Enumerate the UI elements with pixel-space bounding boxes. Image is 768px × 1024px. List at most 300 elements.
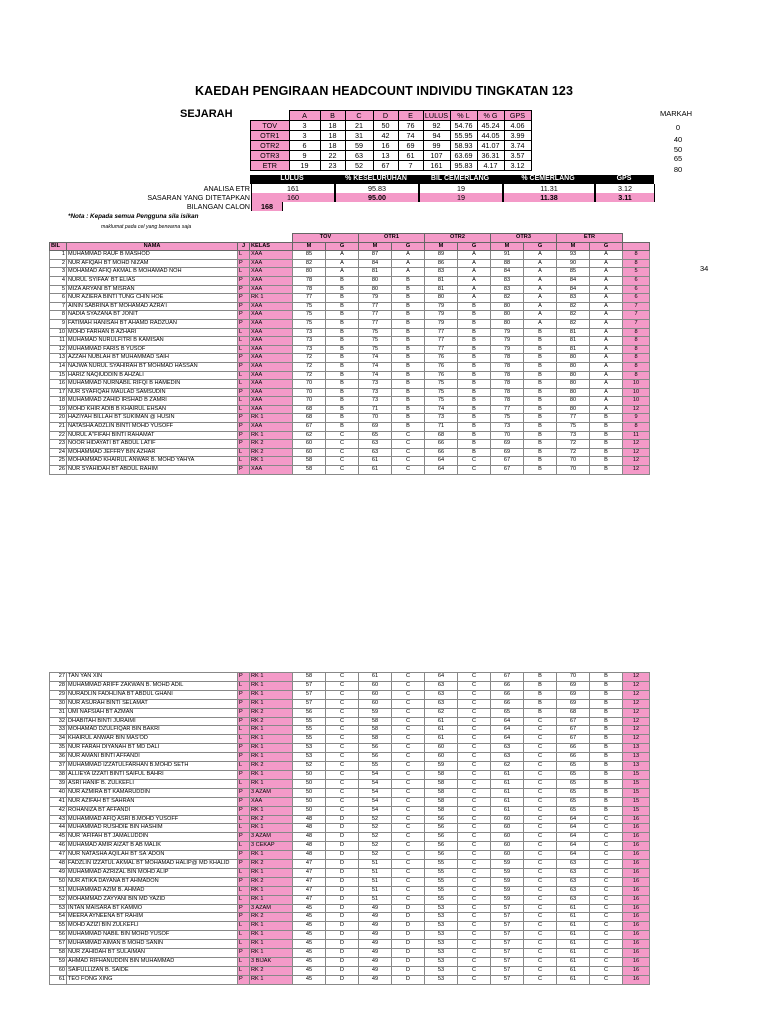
table-cell: 45	[293, 940, 326, 949]
table-cell: 54	[359, 770, 392, 779]
table-cell: 56	[425, 815, 458, 824]
table-cell: 70	[557, 466, 590, 475]
table-cell: D	[326, 833, 359, 842]
table-cell: B	[590, 788, 623, 797]
summary-cell: 95.83	[450, 161, 477, 171]
student-name: ALLIEYA IZZATI BINTI SAIFUL BAHRI	[67, 770, 238, 779]
table-cell: 57	[491, 958, 524, 967]
table-cell: 51	[359, 886, 392, 895]
student-name: MUHAMMAD ZAHID IRSHAD B ZAMRI	[67, 397, 238, 406]
table-cell: 50	[50, 877, 67, 886]
table-cell: 64	[557, 842, 590, 851]
table-row	[50, 448, 650, 457]
table-cell: P	[238, 975, 250, 984]
table-cell: 23	[50, 440, 67, 449]
table-cell: 12	[623, 405, 650, 414]
summary-cell: 58.93	[450, 141, 477, 151]
table-cell: C	[458, 717, 491, 726]
table-cell: RK 1	[250, 824, 293, 833]
table-cell: 84	[359, 259, 392, 268]
table-cell: P	[238, 311, 250, 320]
table-cell: B	[524, 397, 557, 406]
table-cell: C	[524, 726, 557, 735]
table-cell: XAA	[250, 380, 293, 389]
summary-cell: 107	[423, 151, 450, 161]
table-row	[50, 414, 650, 423]
table-cell: P	[238, 388, 250, 397]
table-cell: D	[326, 842, 359, 851]
table-cell: C	[458, 922, 491, 931]
table-cell: D	[326, 860, 359, 869]
table-row	[50, 362, 650, 371]
summary-header-cell: C	[345, 111, 373, 121]
table-cell: 64	[491, 717, 524, 726]
table-cell: B	[392, 276, 425, 285]
student-name: MOHD KHIR ADIB B KHAIRUL EHSAN	[67, 405, 238, 414]
student-name: FADZLIN IZZATUL AKMAL BT MOHAMAD HALIP@ MD KHALID	[67, 860, 238, 869]
summary-header-cell: D	[373, 111, 398, 121]
table-cell: P	[238, 354, 250, 363]
table-cell: 12	[623, 457, 650, 466]
table-cell: 59	[425, 762, 458, 771]
student-name: NURUL A''FIFAH BINTI RAHAMAT	[67, 431, 238, 440]
table-cell: 27	[50, 673, 67, 682]
side-value: 34	[700, 264, 709, 273]
table-cell: P	[238, 259, 250, 268]
student-name: ASRI HANIF B. ZULKEFLI	[67, 779, 238, 788]
table-cell: 45	[293, 975, 326, 984]
table-cell: 66	[491, 681, 524, 690]
table-cell: 71	[359, 405, 392, 414]
table-cell: B	[524, 337, 557, 346]
summary-cell: 3.12	[504, 161, 531, 171]
stats-cell: 3.11	[595, 193, 655, 202]
table-cell: C	[326, 431, 359, 440]
table-cell: C	[524, 895, 557, 904]
table-cell: 57	[491, 922, 524, 931]
table-cell: RK 1	[250, 673, 293, 682]
table-cell: 77	[425, 337, 458, 346]
table-cell: 12	[50, 345, 67, 354]
table-cell: P	[238, 904, 250, 913]
table-cell: P	[238, 860, 250, 869]
table-cell: RK 1	[250, 431, 293, 440]
table-cell: 70	[293, 380, 326, 389]
table-cell: B	[326, 354, 359, 363]
table-cell: 61	[491, 779, 524, 788]
table-cell: 61	[425, 735, 458, 744]
summary-cell: 161	[423, 161, 450, 171]
table-cell: 50	[293, 797, 326, 806]
table-cell: 54	[50, 913, 67, 922]
table-cell: C	[326, 735, 359, 744]
table-cell: A	[590, 371, 623, 380]
table-cell: 8	[623, 328, 650, 337]
table-cell: C	[392, 868, 425, 877]
table-cell: XAA	[250, 354, 293, 363]
summary-cell: 55.95	[450, 131, 477, 141]
table-row	[50, 931, 650, 940]
student-name: AININ SABRINA BT MOHAMAD AZRA'I	[67, 302, 238, 311]
table-cell: 49	[359, 931, 392, 940]
student-table-bottom	[49, 672, 650, 985]
table-cell: 61	[491, 770, 524, 779]
table-cell: D	[392, 913, 425, 922]
table-cell: XAA	[250, 285, 293, 294]
table-cell: 49	[359, 958, 392, 967]
table-cell: 81	[425, 285, 458, 294]
table-cell: 75	[359, 328, 392, 337]
table-cell: 47	[50, 851, 67, 860]
markah-label: MARKAH	[660, 109, 693, 118]
table-cell: 8	[623, 337, 650, 346]
header-spacer	[50, 234, 293, 243]
markah-value: 65	[673, 154, 683, 163]
table-cell: C	[458, 744, 491, 753]
table-cell: 60	[425, 744, 458, 753]
table-row	[50, 966, 650, 975]
table-cell: 46	[50, 842, 67, 851]
table-cell: 83	[557, 294, 590, 303]
table-cell: RK 2	[250, 717, 293, 726]
table-cell: 72	[557, 440, 590, 449]
table-cell: 8	[623, 345, 650, 354]
summary-cell: 18	[320, 121, 345, 131]
table-cell: 56	[50, 931, 67, 940]
table-cell: 54	[359, 797, 392, 806]
student-name: MOHD FARHAN B AZHARI	[67, 328, 238, 337]
table-cell: RK 2	[250, 708, 293, 717]
table-row	[50, 466, 650, 475]
table-cell: C	[590, 824, 623, 833]
table-cell: B	[524, 466, 557, 475]
table-cell: 57	[293, 690, 326, 699]
table-cell: P	[238, 744, 250, 753]
table-cell: C	[392, 860, 425, 869]
table-cell: 81	[557, 337, 590, 346]
stats-cell: 11.31	[503, 184, 595, 193]
table-cell: 53	[293, 753, 326, 762]
table-cell: 62	[293, 431, 326, 440]
table-cell: 80	[557, 362, 590, 371]
table-cell: 50	[293, 806, 326, 815]
markah-value: 0	[675, 123, 681, 132]
table-cell: 66	[557, 744, 590, 753]
table-cell: C	[524, 806, 557, 815]
table-cell: P	[238, 294, 250, 303]
student-name: MOHAMAD DZULFIQAR BIN BAKRI	[67, 726, 238, 735]
summary-cell: 59	[345, 141, 373, 151]
table-cell: 45	[293, 958, 326, 967]
table-cell: 6	[50, 294, 67, 303]
table-cell: B	[590, 806, 623, 815]
student-name: MUHAMMAD AFIQ ASRI B.MOHD YUSOFF	[67, 815, 238, 824]
table-cell: B	[590, 735, 623, 744]
table-cell: B	[524, 362, 557, 371]
table-cell: B	[458, 319, 491, 328]
table-cell: P	[238, 753, 250, 762]
table-cell: A	[326, 251, 359, 260]
table-cell: 60	[491, 842, 524, 851]
table-cell: 82	[293, 259, 326, 268]
table-cell: B	[590, 753, 623, 762]
table-cell: 65	[557, 762, 590, 771]
table-cell: 61	[557, 922, 590, 931]
table-cell: 55	[293, 735, 326, 744]
table-cell: RK 2	[250, 762, 293, 771]
table-cell: 68	[293, 405, 326, 414]
table-cell: C	[326, 466, 359, 475]
table-cell: 61	[557, 949, 590, 958]
table-cell: 67	[557, 726, 590, 735]
student-name: MUHAMMAD ARIFF ZAKWAN B. MOHD ADIL	[67, 681, 238, 690]
table-cell: 80	[557, 405, 590, 414]
table-cell: A	[458, 276, 491, 285]
table-cell: A	[590, 362, 623, 371]
table-cell: C	[392, 726, 425, 735]
table-cell: 64	[491, 735, 524, 744]
table-cell: C	[590, 975, 623, 984]
table-cell: 75	[359, 337, 392, 346]
column-header: M	[359, 242, 392, 251]
table-cell: B	[590, 414, 623, 423]
table-cell: C	[590, 815, 623, 824]
student-name: UMI NAFSIAH BT AZMAN	[67, 708, 238, 717]
table-cell: D	[326, 940, 359, 949]
table-cell: 61	[491, 806, 524, 815]
table-cell: C	[524, 842, 557, 851]
table-row	[50, 886, 650, 895]
table-cell: B	[590, 440, 623, 449]
table-cell: 8	[623, 354, 650, 363]
table-cell: XAA	[250, 268, 293, 277]
table-cell: A	[524, 294, 557, 303]
table-cell: C	[524, 886, 557, 895]
table-cell: 49	[359, 922, 392, 931]
table-cell: C	[326, 457, 359, 466]
table-cell: C	[458, 770, 491, 779]
table-row	[50, 457, 650, 466]
table-cell: L	[238, 824, 250, 833]
student-name: NUR SYAHIDAH BT ABDUL RAHIM	[67, 466, 238, 475]
table-cell: L	[238, 405, 250, 414]
table-cell: B	[392, 328, 425, 337]
table-cell: C	[524, 904, 557, 913]
table-cell: 79	[425, 302, 458, 311]
table-cell: RK 1	[250, 779, 293, 788]
table-cell: 52	[359, 851, 392, 860]
markah-value: 50	[673, 145, 683, 154]
table-cell: C	[326, 788, 359, 797]
summary-cell: 3.74	[504, 141, 531, 151]
table-cell: 58	[425, 797, 458, 806]
table-cell: 65	[557, 806, 590, 815]
table-cell: C	[458, 913, 491, 922]
table-cell: XAA	[250, 345, 293, 354]
table-row	[50, 440, 650, 449]
table-cell: XAA	[250, 251, 293, 260]
table-cell: 16	[50, 380, 67, 389]
table-row	[50, 311, 650, 320]
table-cell: B	[524, 371, 557, 380]
table-cell: A	[392, 268, 425, 277]
table-cell: 15	[50, 371, 67, 380]
table-cell: 65	[557, 779, 590, 788]
table-cell: C	[392, 842, 425, 851]
table-cell: P	[238, 770, 250, 779]
table-row	[50, 824, 650, 833]
table-cell: C	[326, 762, 359, 771]
table-cell: D	[326, 966, 359, 975]
table-cell: 57	[491, 966, 524, 975]
table-cell: B	[590, 708, 623, 717]
table-cell: A	[326, 268, 359, 277]
table-cell: 48	[293, 815, 326, 824]
table-cell: 53	[425, 966, 458, 975]
table-cell: XAA	[250, 302, 293, 311]
table-cell: B	[392, 345, 425, 354]
table-cell: A	[590, 285, 623, 294]
table-cell: B	[590, 699, 623, 708]
table-cell: D	[326, 949, 359, 958]
table-cell: B	[524, 414, 557, 423]
table-cell: 77	[293, 294, 326, 303]
table-cell: C	[458, 851, 491, 860]
table-cell: 61	[491, 788, 524, 797]
table-cell: A	[524, 302, 557, 311]
column-header: G	[590, 242, 623, 251]
table-cell: D	[326, 868, 359, 877]
table-cell: 61	[557, 904, 590, 913]
summary-cell: 36.31	[477, 151, 504, 161]
table-cell: L	[238, 762, 250, 771]
table-cell: B	[458, 354, 491, 363]
table-cell: C	[392, 895, 425, 904]
table-cell: C	[590, 860, 623, 869]
table-cell: L	[238, 735, 250, 744]
table-cell: 69	[491, 440, 524, 449]
table-cell: B	[392, 362, 425, 371]
table-cell: B	[590, 423, 623, 432]
table-cell: 7	[623, 302, 650, 311]
table-cell: B	[458, 371, 491, 380]
table-cell: B	[326, 276, 359, 285]
table-cell: L	[238, 922, 250, 931]
table-cell: B	[458, 388, 491, 397]
student-name: NUR AZIFAH BT SAHRAN	[67, 797, 238, 806]
table-cell: 69	[491, 448, 524, 457]
table-cell: D	[326, 895, 359, 904]
table-cell: 64	[557, 833, 590, 842]
table-cell: 28	[50, 681, 67, 690]
table-cell: B	[326, 302, 359, 311]
table-cell: D	[392, 949, 425, 958]
table-cell: 55	[425, 886, 458, 895]
table-cell: 76	[425, 354, 458, 363]
column-header: G	[326, 242, 359, 251]
table-cell: B	[326, 388, 359, 397]
table-cell: 53	[425, 975, 458, 984]
table-cell: 53	[425, 940, 458, 949]
table-cell: 16	[623, 886, 650, 895]
table-row	[50, 762, 650, 771]
summary-cell: 3.99	[504, 131, 531, 141]
column-header: M	[293, 242, 326, 251]
table-cell: 14	[50, 362, 67, 371]
table-cell: 61	[359, 457, 392, 466]
table-cell: 58	[359, 726, 392, 735]
stats-cell: 11.38	[503, 193, 595, 202]
table-cell: XAA	[250, 371, 293, 380]
table-row	[50, 958, 650, 967]
table-cell: B	[590, 673, 623, 682]
table-cell: 12	[623, 717, 650, 726]
table-cell: 51	[359, 877, 392, 886]
table-cell: C	[326, 779, 359, 788]
table-cell: C	[458, 788, 491, 797]
table-cell: 48	[50, 860, 67, 869]
table-cell: 16	[623, 851, 650, 860]
table-cell: 49	[359, 940, 392, 949]
subject-label: SEJARAH	[180, 108, 233, 120]
table-cell: B	[392, 380, 425, 389]
table-cell: 77	[491, 405, 524, 414]
table-row	[50, 681, 650, 690]
table-cell: 58	[50, 949, 67, 958]
table-row	[50, 904, 650, 913]
table-cell: C	[524, 744, 557, 753]
column-header: M	[425, 242, 458, 251]
group-header: OTR3	[491, 234, 557, 243]
stats-header	[250, 175, 654, 184]
table-cell: 54	[359, 779, 392, 788]
table-cell: 48	[293, 833, 326, 842]
table-cell: B	[458, 448, 491, 457]
table-cell: 1	[50, 251, 67, 260]
student-name: MOHAMMAD JEFFRY BIN AZHAR	[67, 448, 238, 457]
table-cell: RK 2	[250, 966, 293, 975]
table-cell: 59	[359, 708, 392, 717]
table-cell: 61	[425, 717, 458, 726]
table-cell: 67	[293, 423, 326, 432]
table-cell: C	[590, 868, 623, 877]
table-cell: 80	[557, 354, 590, 363]
summary-cell: 31	[345, 131, 373, 141]
table-cell: 79	[425, 319, 458, 328]
table-cell: D	[392, 904, 425, 913]
table-cell: A	[590, 388, 623, 397]
table-cell: D	[392, 958, 425, 967]
table-cell: 52	[359, 815, 392, 824]
summary-cell: 45.24	[477, 121, 504, 131]
table-cell: B	[392, 405, 425, 414]
table-cell: B	[590, 779, 623, 788]
table-cell: 37	[50, 762, 67, 771]
table-cell: 22	[50, 431, 67, 440]
table-cell: P	[238, 877, 250, 886]
table-cell: B	[458, 328, 491, 337]
table-cell: B	[524, 380, 557, 389]
table-row	[50, 423, 650, 432]
table-cell: RK 2	[250, 913, 293, 922]
table-cell: A	[458, 268, 491, 277]
table-cell: XAA	[250, 311, 293, 320]
table-cell: C	[392, 877, 425, 886]
table-cell: 42	[50, 806, 67, 815]
table-row	[50, 345, 650, 354]
student-name: SAIFULLIZAN B. SAIDE	[67, 966, 238, 975]
table-cell: 57	[491, 913, 524, 922]
